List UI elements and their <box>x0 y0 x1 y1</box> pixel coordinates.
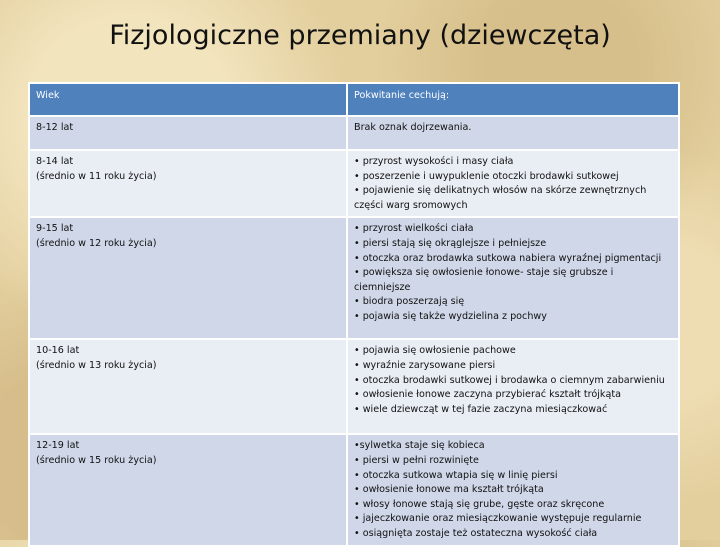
table-row <box>29 434 679 545</box>
table-header-row <box>29 83 679 116</box>
cell-age: 9-15 lat (średnio w 12 roku życia) <box>29 217 347 339</box>
puberty-table <box>28 82 680 547</box>
cell-age: 8-12 lat <box>29 116 347 150</box>
cell-age: 10-16 lat (średnio w 13 roku życia) <box>29 339 347 434</box>
cell-traits: Brak oznak dojrzewania. <box>347 116 679 150</box>
page-title: Fizjologiczne przemiany (dziewczęta) <box>109 20 611 51</box>
header-age: Wiek <box>29 83 347 116</box>
cell-traits: •sylwetka staje się kobieca • piersi w pełni rozwinięte • otoczka sutkowa wtapia się w linię piersi • owłosienie łonowe ma kształt trójkąta • włosy łonowe stają się grube, gęste oraz skręcone • jajeczkowanie oraz miesiączkowanie występuje regularnie • osiągnięta zostaje też ostateczna wysokość ciała <box>347 434 679 545</box>
cell-traits: • przyrost wysokości i masy ciała • poszerzenie i uwypuklenie otoczki brodawki sutkowej • pojawienie się delikatnych włosów na skórze zewnętrznych części warg sromowych <box>347 150 679 217</box>
header-traits: Pokwitanie cechują: <box>347 83 679 116</box>
cell-traits: • pojawia się owłosienie pachowe • wyraźnie zarysowane piersi • otoczka brodawki sutkowej i brodawka o ciemnym zabarwieniu • owłosienie łonowe zaczyna przybierać kształt trójkąta • wiele dziewcząt w tej fazie zaczyna miesiączkować <box>347 339 679 434</box>
cell-age: 8-14 lat (średnio w 11 roku życia) <box>29 150 347 217</box>
table-row <box>29 116 679 150</box>
table-row <box>29 217 679 339</box>
table-row <box>29 150 679 217</box>
table-row <box>29 339 679 434</box>
cell-traits: • przyrost wielkości ciała • piersi stają się okrąglejsze i pełniejsze • otoczka oraz brodawka sutkowa nabiera wyraźnej pigmentacji • powiększa się owłosienie łonowe- staje się grubsze i ciemniejsze • biodra poszerzają się • pojawia się także wydzielina z pochwy <box>347 217 679 339</box>
cell-age: 12-19 lat (średnio w 15 roku życia) <box>29 434 347 545</box>
